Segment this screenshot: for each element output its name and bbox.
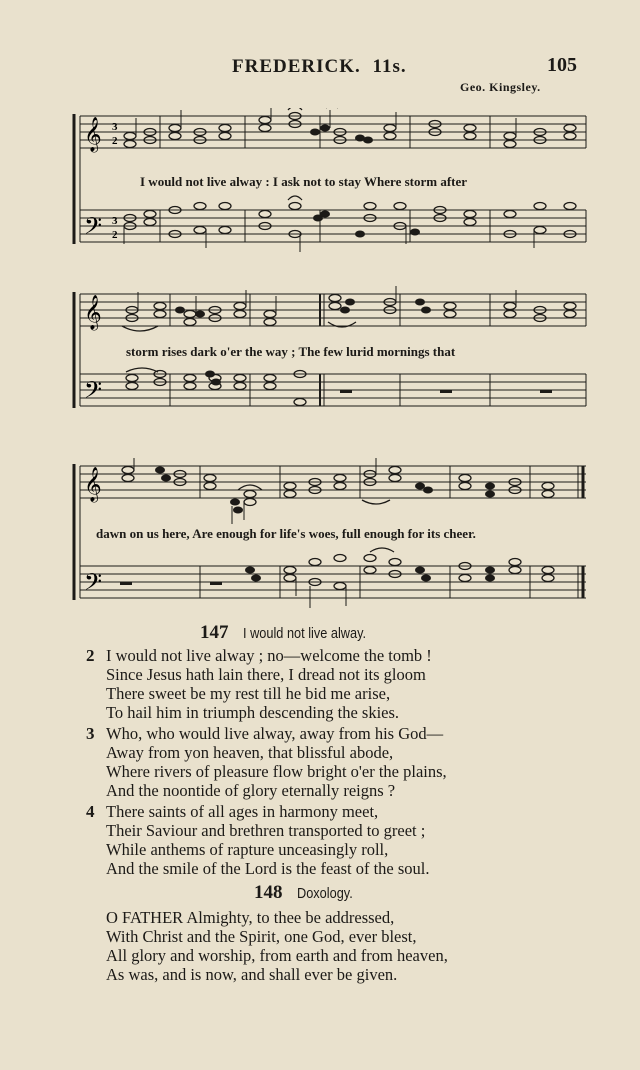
doxology-stanza (86, 908, 586, 984)
lyric-line-2: storm rises dark o'er the way ; The few lurid mornings that (126, 344, 456, 359)
composer-credit: Geo. Kingsley. (460, 80, 541, 94)
hymn-148-heading (254, 882, 362, 904)
verse-line: Who, who would live alway, away from his God— (106, 724, 444, 743)
verse-line: Away from yon heaven, that blissful abode, (106, 743, 394, 762)
svg-text:𝄢: 𝄢 (84, 376, 103, 409)
svg-text:𝄢: 𝄢 (84, 212, 103, 245)
svg-text:3: 3 (112, 121, 118, 133)
hymn-147-number: 147 (200, 622, 229, 643)
verse-line: With Christ and the Spirit, one God, ever blest, (106, 927, 417, 946)
verse-line: There sweet be my rest till he bid me arise, (106, 684, 391, 703)
stanza-number: 2 (86, 646, 95, 665)
svg-text:3: 3 (112, 215, 118, 227)
verse-line: And the noontide of glory eternally reigns ? (106, 781, 396, 800)
verse-line: Where rivers of pleasure flow bright o'er the plains, (106, 762, 447, 781)
verse-line: To hail him in triumph descending the skies. (106, 703, 400, 722)
verse-line: I would not live alway ; no—welcome the tomb ! (106, 646, 432, 665)
lyric-line-3: dawn on us here, Are enough for life's woes, full enough for its cheer. (96, 526, 476, 541)
verse-line: All glory and worship, from earth and from heaven, (106, 946, 448, 965)
stanza-4 (86, 802, 586, 878)
music-system-2 (70, 286, 590, 426)
svg-text:2: 2 (112, 135, 118, 147)
music-system-1 (70, 108, 590, 268)
page-number: 105 (547, 54, 577, 76)
stanza-2 (86, 646, 586, 722)
svg-text:𝄞: 𝄞 (84, 295, 102, 330)
verse-line: And the smile of the Lord is the feast of the soul. (106, 859, 430, 878)
stanza-number: 3 (86, 724, 95, 743)
verse-line: There saints of all ages in harmony meet, (106, 802, 379, 821)
verse-line: While anthems of rapture unceasingly roll, (106, 840, 389, 859)
verse-line: Their Saviour and brethren transported to greet ; (106, 821, 426, 840)
svg-text:𝄢: 𝄢 (84, 568, 103, 601)
verse-line: Since Jesus hath lain there, I dread not its gloom (106, 665, 426, 684)
music-system-3 (70, 458, 590, 618)
svg-text:𝄞: 𝄞 (84, 117, 102, 152)
verse-line: As was, and is now, and shall ever be given. (106, 965, 398, 984)
hymn-148-title: Doxology. (296, 885, 353, 902)
hymn-148-number: 148 (254, 882, 283, 903)
hymn-147-title: I would not live alway. (242, 625, 366, 642)
lyric-line-1: I would not live alway : I ask not to stay Where storm after (140, 174, 468, 189)
svg-text:𝄞: 𝄞 (84, 467, 102, 502)
tune-title (232, 56, 407, 78)
verse-line: O FATHER Almighty, to thee be addressed, (106, 908, 395, 927)
stanza-number: 4 (86, 802, 95, 821)
tune-name: FREDERICK. (232, 56, 361, 77)
hymn-147-heading (200, 622, 387, 644)
svg-text:2: 2 (112, 229, 118, 241)
stanza-3 (86, 724, 586, 800)
tune-meter: 11s. (372, 56, 407, 77)
